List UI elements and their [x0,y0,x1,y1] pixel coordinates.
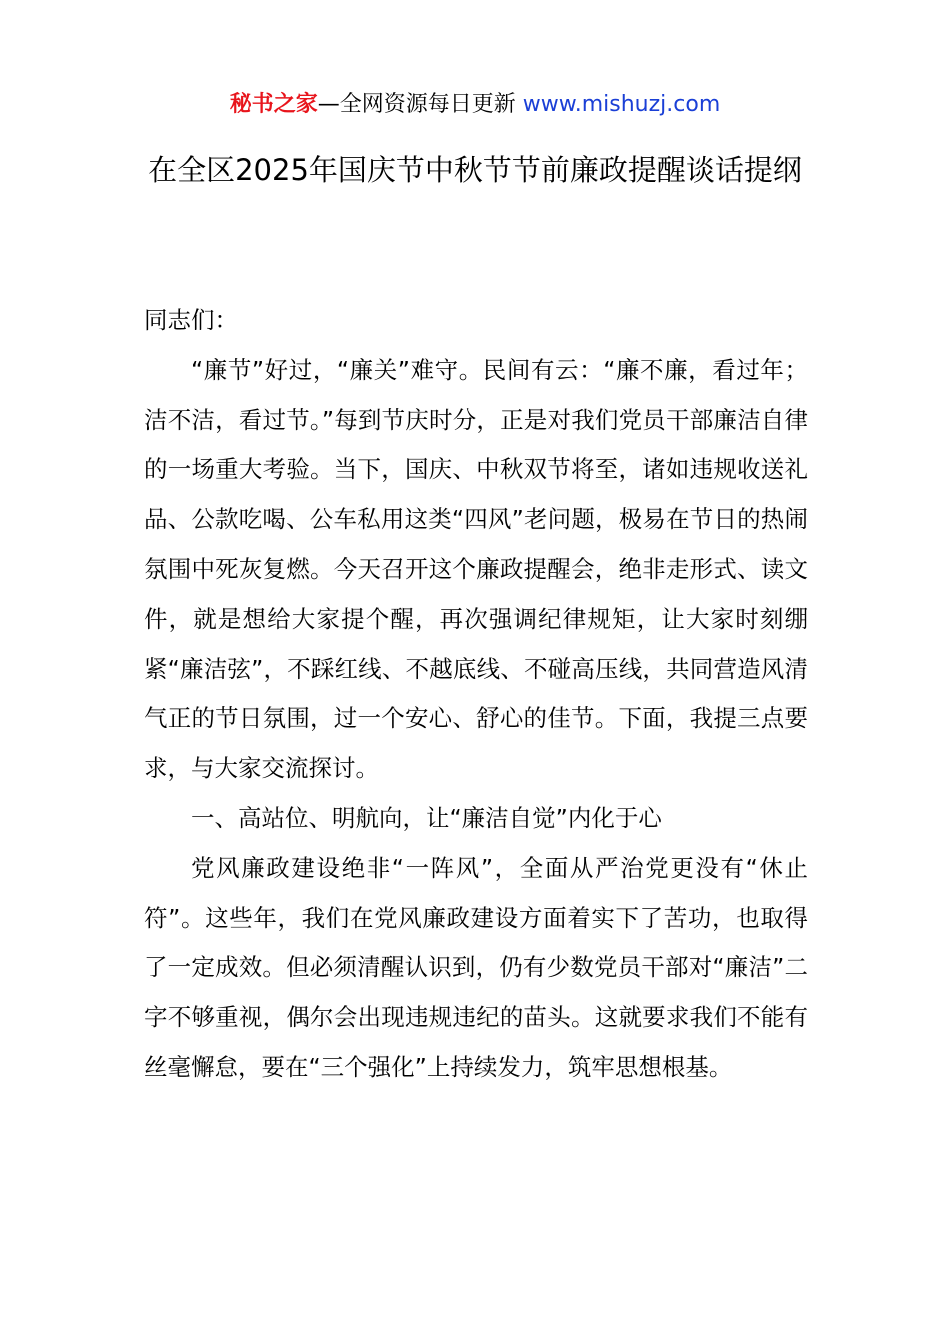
salutation: 同志们： [144,306,238,334]
section-heading-1: 一、高站位、明航向，让“廉洁自觉”内化于心 [191,803,662,832]
site-brand: 秘书之家 [229,92,318,117]
site-header [0,90,950,120]
document-body [144,296,808,1093]
paragraph-section-1: 党风廉政建设绝非“一阵风”，全面从严治党更没有“休止符”。这些年，我们在党风廉政建设方面着实下了苦功，也取得了一定成效。但必须清醒认识到，仍有少数党员干部对“廉洁”二字不够重视，偶尔会出现违规违纪的苗头。这就要求我们不能有丝毫懈怠，要在“三个强化”上持续发力，筑牢思想根基。 [144,853,808,1081]
paragraph-intro: “廉节”好过，“廉关”难守。民间有云：“廉不廉，看过年；洁不洁，看过节。”每到节庆时分，正是对我们党员干部廉洁自律的一场重大考验。当下，国庆、中秋双节将至，诸如违规收送礼品、公款吃喝、公车私用这类“四风”老问题，极易在节日的热闹氛围中死灰复燃。今天召开这个廉政提醒会，绝非走形式、读文件，就是想给大家提个醒，再次强调纪律规矩，让大家时刻绷紧“廉洁弦”，不踩红线、不越底线、不碰高压线，共同营造风清气正的节日氛围，过一个安心、舒心的佳节。下面，我提三点要求，与大家交流探讨。 [144,355,808,783]
site-tagline: —全网资源每日更新 [317,92,516,117]
document-title: 在全区2025年国庆节中秋节节前廉政提醒谈话提纲 [148,153,802,187]
site-url-link[interactable]: www.mishuzj.com [522,92,721,117]
